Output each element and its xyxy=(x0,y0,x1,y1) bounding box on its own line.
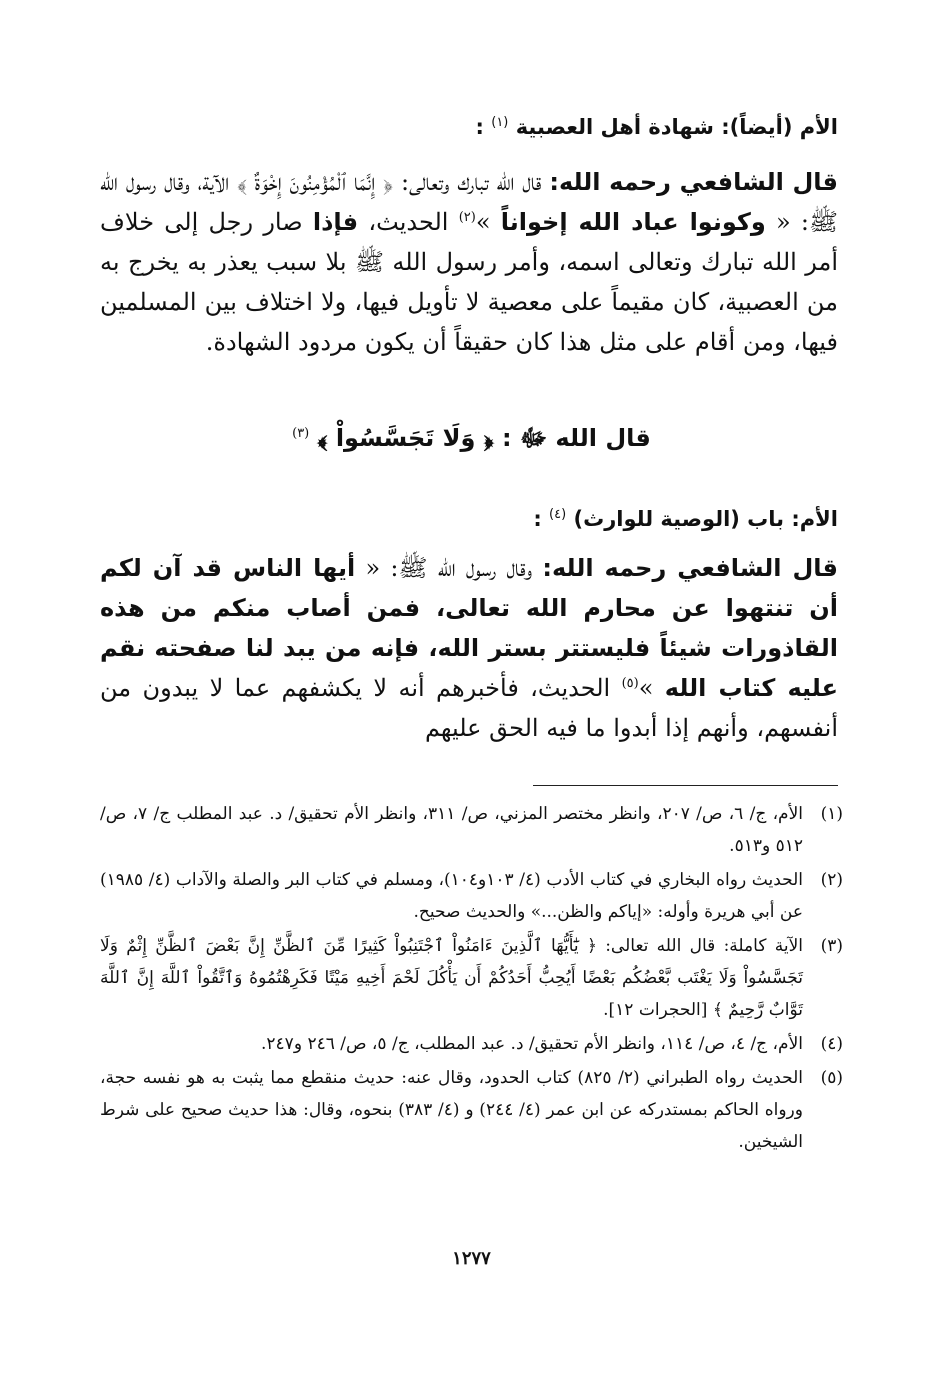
hadith-text: أيها الناس قد آن لكم أن تنتهوا عن محارم الله تعالى، فمن أصاب منكم من هذه القاذورات شيئاً فليستتر بستر الله، فإنه من يبد لنا صفحته نقم عليه كتاب الله xyxy=(100,554,839,702)
heading-text: الأم: باب (الوصية للوارث) xyxy=(573,507,838,531)
footnote-item xyxy=(100,930,843,1026)
footnote-item xyxy=(100,1028,843,1060)
footnote-number: (٥) xyxy=(820,1068,843,1088)
heading-colon: : xyxy=(475,115,484,139)
footnote-text: الآية كاملة: قال الله تعالى: ﴿ يَٰٓأَيُّهَا ٱلَّذِينَ ءَامَنُواْ ٱجْتَنِبُواْ كَثِيرًا مِّنَ ٱلظَّنِّ إِنَّ بَعْضَ ٱلظَّنِّ إِثْمٌ وَلَا تَجَسَّسُواْ وَلَا يَغْتَب بَّعْضُكُم بَعْضًا أَيُحِبُّ أَحَدُكُمْ أَن يَأْكُلَ لَحْمَ أَخِيهِ مَيْتًا فَكَرِهْتُمُوهُ وَٱتَّقُواْ ٱللَّهَ إِنَّ ٱللَّهَ تَوَّابٌ رَّحِيمٌ ﴾ [الحجرات ١٢]. xyxy=(100,936,803,1020)
footnote-number: (٤) xyxy=(820,1034,843,1054)
footnote-text: الحديث رواه البخاري في كتاب الأدب (٤/ ١٠٣و١٠٤)، ومسلم في كتاب البر والصلة والآداب (٤/ ١٩٨٥) عن أبي هريرة وأوله: «إياكم والظن...» والحديث صحيح. xyxy=(100,870,803,922)
paragraph-text: قال الله تبارك وتعالى: ﴿ إِنَّمَا ٱلْمُؤْمِنُونَ إِخْوَةٌ ﴾ الآية، وقال رسول الله ﷺ: « xyxy=(100,168,839,236)
heading-text: الأم (أيضاً): شهادة أهل العصبية xyxy=(515,115,838,139)
paragraph-text: الحديث، xyxy=(358,208,459,236)
paragraph-text: صار رجل إلى خلاف أمر الله تبارك وتعالى اسمه، وأمر رسول الله ﷺ بلا سبب يعذر به يخرج به من العصبية، كان مقيماً على معصية لا تأويل فيها، ولا اختلاف بين المسلمين فيها، ومن أقام على مثل هذا كان حقيقاً أن يكون مردود الشهادة. xyxy=(100,208,838,356)
paragraph-shafii-2 xyxy=(100,548,838,748)
footnote-separator xyxy=(533,785,838,786)
footnote-number: (١) xyxy=(820,804,843,824)
speaker-label: قال الشافعي رحمه الله: xyxy=(542,554,838,582)
footnote-item xyxy=(100,1062,843,1158)
footnote-number: (٣) xyxy=(820,936,843,956)
section-heading-wasiyya xyxy=(100,504,838,534)
footnote-ref[interactable]: (٣) xyxy=(292,426,310,441)
hadith-text: وكونوا عباد الله إخواناً xyxy=(500,208,766,236)
verse-speaker: قال الله ﷻ : xyxy=(501,424,651,452)
bold-word: فإذا xyxy=(312,208,359,236)
speaker-label: قال الشافعي رحمه الله: xyxy=(549,168,838,196)
footnote-ref[interactable]: (٤) xyxy=(549,507,567,522)
paragraph-text: الحديث، فأخبرهم أنه لا يكشفهم عما لا يبدون من أنفسهم، وأنهم إذا أبدوا ما فيه الحق عليهم xyxy=(100,674,838,742)
quote-close: » xyxy=(475,208,501,236)
footnote-ref[interactable]: (٥) xyxy=(621,676,639,691)
paragraph-shafii-1 xyxy=(100,162,838,362)
footnote-text: الأم، ج/ ٦، ص/ ٢٠٧، وانظر مختصر المزني، ص/ ٣١١، وانظر الأم تحقيق/ د. عبد المطلب ج/ ٧، ص/ ٥١٢ و٥١٣. xyxy=(100,804,804,856)
quran-verse: ﴿ وَلَا تَجَسَّسُواْ ﴾ xyxy=(309,424,502,452)
footnote-ref[interactable]: (١) xyxy=(491,115,509,130)
footnote-text: الحديث رواه الطبراني (٢/ ٨٢٥) كتاب الحدود، وقال عنه: حديث منقطع مما يثبت به هو نفسه حجة، ورواه الحاكم بمستدركه عن ابن عمر (٤/ ٢٤٤) و (٤/ ٣٨٣) بنحوه، وقال: هذا حديث صحيح على شرط الشيخين. xyxy=(100,1068,803,1152)
footnote-text: الأم، ج/ ٤، ص/ ١١٤، وانظر الأم تحقيق/ د. عبد المطلب، ج/ ٥، ص/ ٢٤٦ و٢٤٧. xyxy=(261,1034,803,1054)
verse-line xyxy=(0,420,943,456)
footnotes xyxy=(100,798,843,1160)
footnote-ref[interactable]: (٢) xyxy=(458,210,476,225)
footnote-item xyxy=(100,798,843,862)
footnote-number: (٢) xyxy=(820,870,843,890)
footnote-item xyxy=(100,864,843,928)
page-number: ١٢٧٧ xyxy=(452,1248,491,1269)
section-heading-shahada xyxy=(100,112,838,142)
heading-colon: : xyxy=(533,507,542,531)
quote-close: » xyxy=(638,674,665,702)
paragraph-text: وقال رسول الله ﷺ: « xyxy=(355,554,543,582)
